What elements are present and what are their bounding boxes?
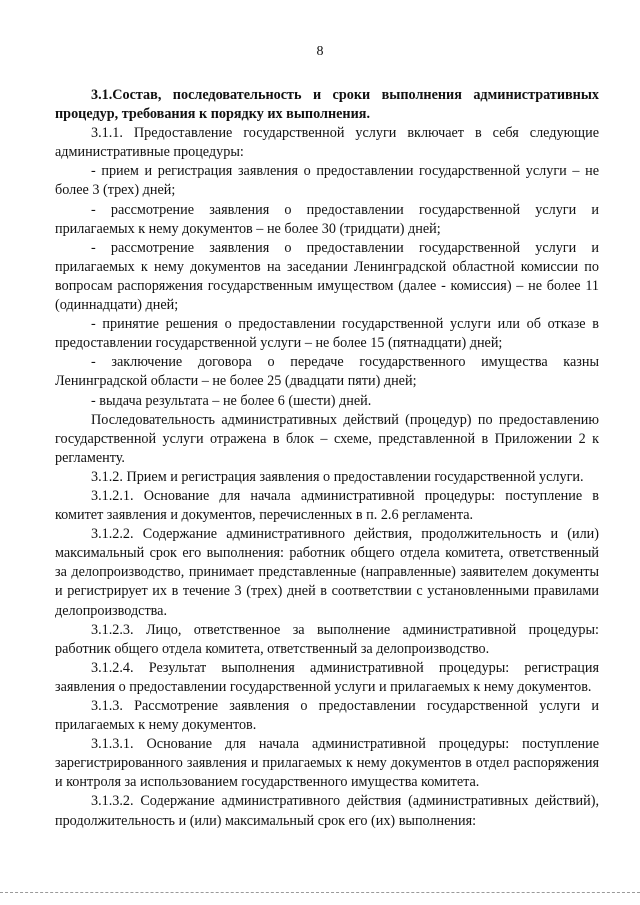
- list-item: - рассмотрение заявления о предоставлении государственной услуги и прилагаемых к нему документов – не более 30 (тридцати) дней;: [55, 201, 599, 237]
- footer-divider: [0, 892, 640, 893]
- list-item: - прием и регистрация заявления о предоставлении государственной услуги – не более 3 (трех) дней;: [55, 163, 599, 199]
- list-item: - принятие решения о предоставлении государственной услуги или об отказе в предоставлении государственной услуги – не более 15 (пятнадцати) дней;: [55, 316, 599, 352]
- paragraph: 3.1.1. Предоставление государственной услуги включает в себя следующие административные процедуры:: [55, 125, 599, 161]
- paragraph: 3.1.2. Прием и регистрация заявления о предоставлении государственной услуги.: [91, 468, 584, 485]
- paragraph: 3.1.2.2. Содержание административного действия, продолжительность и (или) максимальный срок его выполнения: работник общего отдела комитета, ответственный за делопроизводство, принимает представленные (направленные) заявителем документы и регистрирует их в течение 3 (трех) дней в соответствии с установленными правилами делопроизводства.: [55, 526, 599, 619]
- page-number: 8: [316, 44, 324, 59]
- document-body: [55, 86, 599, 831]
- paragraph: 3.1.3. Рассмотрение заявления о предоставлении государственной услуги и прилагаемых к нему документов.: [55, 698, 599, 734]
- list-item: - рассмотрение заявления о предоставлении государственной услуги и прилагаемых к нему документов на заседании Ленинградской областной комиссии по вопросам распоряжения государственным имуществом (далее - комиссия) – не более 11 (одиннадцати) дней;: [55, 239, 599, 314]
- paragraph: 3.1.3.1. Основание для начала административной процедуры: поступление зарегистрированного заявления и прилагаемых к нему документов в отдел распоряжения и контроля за использованием государственного имущества комитета.: [55, 736, 599, 791]
- list-item: - выдача результата – не более 6 (шести) дней.: [91, 392, 372, 409]
- paragraph: Последовательность административных действий (процедур) по предоставлению государственной услуги отражена в блок – схеме, представленной в Приложении 2 к регламенту.: [55, 411, 599, 466]
- paragraph: 3.1.3.2. Содержание административного действия (административных действий), продолжительность и (или) максимальный срок его (их) выполнения:: [55, 793, 599, 829]
- paragraph: 3.1.2.1. Основание для начала административной процедуры: поступление в комитет заявления и документов, перечисленных в п. 2.6 регламента.: [55, 487, 599, 524]
- list-item: - заключение договора о передаче государственного имущества казны Ленинградской области – не более 25 (двадцати пяти) дней;: [55, 354, 599, 390]
- section-heading: 3.1.Состав, последовательность и сроки выполнения административных процедур, требования к порядку их выполнения.: [55, 87, 599, 123]
- paragraph: 3.1.2.3. Лицо, ответственное за выполнение административной процедуры: работник общего отдела комитета, ответственный за делопроизводство.: [55, 621, 599, 657]
- paragraph: 3.1.2.4. Результат выполнения административной процедуры: регистрация заявления о предоставлении государственной услуги и прилагаемых к нему документов.: [55, 659, 599, 695]
